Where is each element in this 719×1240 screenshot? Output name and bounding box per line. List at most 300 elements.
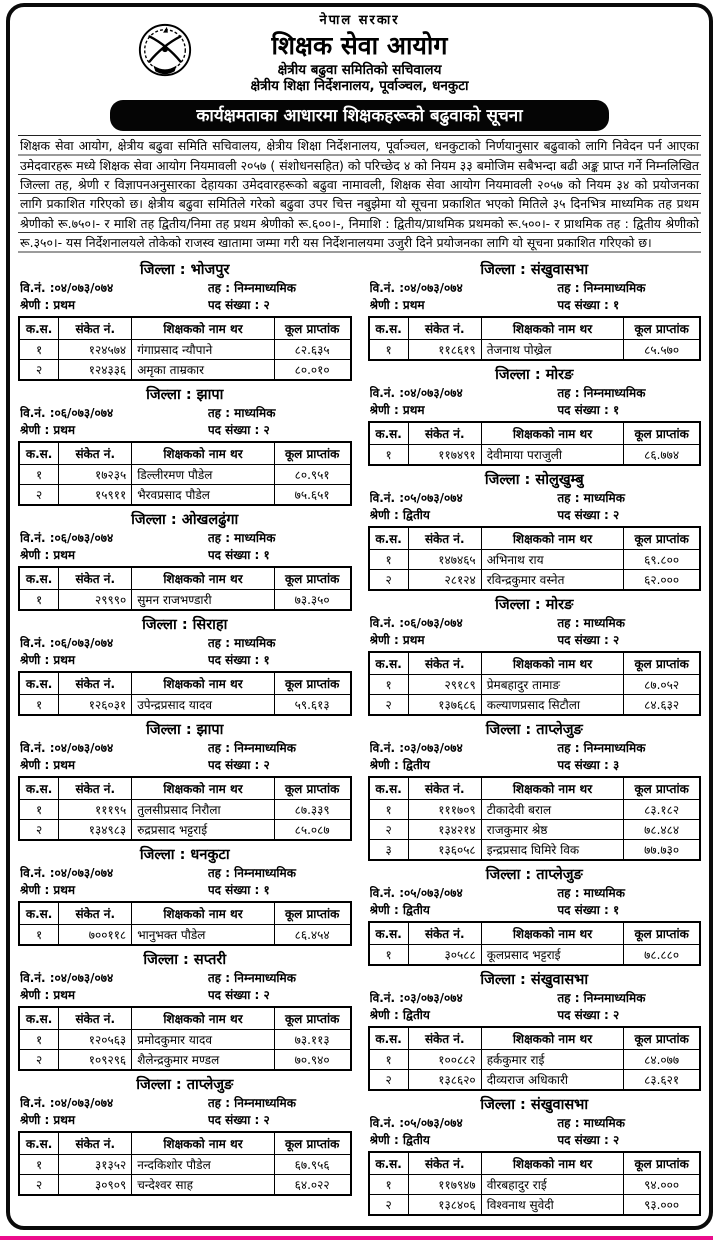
- column-header: संकेत नं.: [408, 652, 481, 675]
- district-section: [18, 259, 352, 381]
- column-header: कूल प्राप्तांक: [624, 922, 700, 945]
- code-number: १२६०३१: [59, 694, 132, 715]
- grade-value: श्रेणी : प्रथम: [20, 1112, 76, 1127]
- promotion-table: [368, 1026, 702, 1091]
- column-header: शिक्षकको नाम थर: [481, 422, 624, 445]
- total-score: ८३.१८२: [624, 799, 700, 819]
- promotion-table-head: [19, 317, 351, 340]
- promotion-table-body: [369, 674, 701, 715]
- column-header: शिक्षकको नाम थर: [132, 777, 275, 800]
- district-heading: जिल्ला : सिराहा: [142, 616, 228, 633]
- serial-number: १: [19, 694, 59, 715]
- teacher-name: गंगाप्रसाद न्यौपाने: [132, 339, 275, 359]
- column-header: कूल प्राप्तांक: [274, 317, 350, 340]
- total-score: ८४.६३२: [624, 694, 700, 715]
- column-header: शिक्षकको नाम थर: [481, 527, 624, 550]
- serial-number: २: [369, 1194, 409, 1215]
- notice-document: [6, 3, 713, 1230]
- level-value: तह : माध्यमिक: [207, 530, 276, 545]
- header-row: [369, 317, 701, 340]
- section-meta: [18, 1095, 352, 1129]
- advert-number: वि.नं. :०४/०७३/०७४: [20, 740, 114, 755]
- district-heading: जिल्ला : झापा: [146, 721, 224, 738]
- column-header: क.स.: [369, 1152, 409, 1175]
- document-header: [18, 13, 701, 95]
- header-row: [19, 902, 351, 925]
- district-section: [18, 844, 352, 946]
- promotion-table: [368, 316, 702, 361]
- table-row: [19, 589, 351, 610]
- district-heading: जिल्ला : सोलुखुम्बु: [484, 471, 584, 488]
- promotion-table: [18, 776, 352, 841]
- teacher-name: तुलसीप्रसाद निरौला: [132, 799, 275, 819]
- column-header: क.स.: [19, 902, 59, 925]
- promotion-table-head: [19, 672, 351, 695]
- serial-number: १: [369, 944, 409, 965]
- code-number: ३०५८८: [408, 944, 481, 965]
- advert-number: वि.नं. :०६/०७३/०७४: [20, 405, 114, 420]
- advert-number: वि.नं. :०४/०७३/०७४: [20, 865, 114, 880]
- code-number: १३८४०६: [408, 1194, 481, 1215]
- positions-value: पद संख्या : २: [207, 987, 270, 1002]
- column-header: कूल प्राप्तांक: [274, 902, 350, 925]
- total-score: ८६.४५४: [274, 924, 350, 945]
- section-meta: [368, 885, 702, 919]
- district-heading: जिल्ला : झापा: [146, 386, 224, 403]
- total-score: ८०.९५१: [274, 464, 350, 484]
- advert-number: वि.नं. :०४/०७३/०७४: [20, 1095, 114, 1110]
- district-section: [18, 384, 352, 506]
- promotion-table: [18, 441, 352, 506]
- promotion-table-body: [369, 339, 701, 360]
- total-score: ९३.०००: [624, 1194, 700, 1215]
- positions-value: पद संख्या : २: [557, 632, 620, 647]
- promotion-table: [368, 776, 702, 861]
- column-header: संकेत नं.: [408, 317, 481, 340]
- serial-number: २: [369, 569, 409, 590]
- column-header: कूल प्राप्तांक: [624, 317, 700, 340]
- promotion-table-body: [369, 549, 701, 590]
- advert-number: वि.नं. :०४/०७३/०७४: [20, 970, 114, 985]
- serial-number: १: [19, 799, 59, 819]
- district-section: [18, 1074, 352, 1196]
- level-value: तह : माध्यमिक: [207, 635, 276, 650]
- column-header: शिक्षकको नाम थर: [132, 567, 275, 590]
- positions-value: पद संख्या : १: [557, 402, 620, 417]
- table-row: [369, 839, 701, 860]
- column-header: संकेत नं.: [59, 777, 132, 800]
- teacher-name: वीरबहादुर राई: [481, 1174, 624, 1194]
- code-number: ३१३५२: [59, 1154, 132, 1174]
- header-row: [19, 672, 351, 695]
- section-meta: [368, 490, 702, 524]
- positions-value: पद संख्या : २: [557, 1007, 620, 1022]
- column-header: शिक्षकको नाम थर: [132, 1007, 275, 1030]
- table-row: [369, 1194, 701, 1215]
- promotion-table-body: [19, 1154, 351, 1195]
- section-meta: [18, 530, 352, 564]
- column-header: क.स.: [369, 777, 409, 800]
- teacher-name: भानुभक्त पौडेल: [132, 924, 275, 945]
- serial-number: १: [369, 549, 409, 569]
- column-header: शिक्षकको नाम थर: [132, 1132, 275, 1155]
- table-row: [369, 944, 701, 965]
- district-section: [368, 1094, 702, 1216]
- promotion-table-body: [19, 924, 351, 945]
- promotion-table-head: [19, 1007, 351, 1030]
- column-header: शिक्षकको नाम थर: [132, 317, 275, 340]
- grade-value: श्रेणी : प्रथम: [20, 422, 76, 437]
- code-number: १३६०५८: [408, 839, 481, 860]
- advert-number: वि.नं. :०४/०७३/०७४: [20, 280, 114, 295]
- teacher-name: देवीमाया पराजुली: [481, 444, 624, 465]
- column-header: कूल प्राप्तांक: [624, 1152, 700, 1175]
- column-header: संकेत नं.: [408, 777, 481, 800]
- column-header: क.स.: [369, 317, 409, 340]
- positions-value: पद संख्या : १: [207, 547, 270, 562]
- teacher-name: प्रेमबहादुर तामाङ: [481, 674, 624, 694]
- header-row: [19, 317, 351, 340]
- section-meta: [368, 280, 702, 314]
- level-value: तह : माध्यमिक: [557, 615, 625, 630]
- table-row: [19, 924, 351, 945]
- positions-value: पद संख्या : २: [207, 757, 270, 772]
- promotion-table-head: [369, 422, 701, 445]
- district-section: [18, 509, 352, 611]
- code-number: १२४३३६: [59, 359, 132, 380]
- promotion-table-body: [19, 589, 351, 610]
- positions-value: पद संख्या : १: [207, 882, 270, 897]
- column-header: शिक्षकको नाम थर: [132, 902, 275, 925]
- code-number: १४७४६५: [408, 549, 481, 569]
- column-header: संकेत नं.: [408, 527, 481, 550]
- serial-number: १: [369, 339, 409, 360]
- header-row: [19, 777, 351, 800]
- teacher-name: डिल्लीरमण पौडेल: [132, 464, 275, 484]
- serial-number: ३: [369, 839, 409, 860]
- promotion-table-body: [369, 944, 701, 965]
- advert-number: वि.नं. :०५/०७३/०७४: [369, 1115, 463, 1130]
- table-row: [369, 819, 701, 839]
- column-header: शिक्षकको नाम थर: [481, 317, 624, 340]
- district-heading: जिल्ला : संखुवासभा: [480, 261, 589, 278]
- header-row: [19, 567, 351, 590]
- table-row: [19, 1174, 351, 1195]
- promotion-table-body: [369, 1174, 701, 1215]
- serial-number: २: [19, 484, 59, 505]
- grade-value: श्रेणी : प्रथम: [20, 987, 76, 1002]
- column-header: संकेत नं.: [408, 922, 481, 945]
- column-header: शिक्षकको नाम थर: [481, 1027, 624, 1050]
- promotion-table: [368, 651, 702, 716]
- promotion-table: [368, 921, 702, 966]
- column-left: [18, 256, 352, 1218]
- nepal-government-emblem-icon: [136, 19, 194, 81]
- header-row: [369, 777, 701, 800]
- grade-value: श्रेणी : द्वितीय: [369, 1007, 430, 1022]
- code-number: १७२३५: [59, 464, 132, 484]
- column-header: संकेत नं.: [408, 422, 481, 445]
- promotion-table: [368, 1151, 702, 1216]
- government-line: नेपाल सरकार: [319, 13, 400, 28]
- promotion-table-head: [369, 652, 701, 675]
- code-number: १११७०९: [408, 799, 481, 819]
- promotion-table-body: [19, 1029, 351, 1070]
- total-score: ८६.७७४: [624, 444, 700, 465]
- section-meta: [18, 405, 352, 439]
- table-row: [369, 339, 701, 360]
- total-score: ८४.०७७: [624, 1049, 700, 1069]
- column-header: शिक्षकको नाम थर: [481, 777, 624, 800]
- column-header: क.स.: [19, 317, 59, 340]
- column-header: कूल प्राप्तांक: [274, 442, 350, 465]
- promotion-table-head: [369, 317, 701, 340]
- header-row: [369, 922, 701, 945]
- code-number: ३०९०९: [59, 1174, 132, 1195]
- teacher-name: सुमन राजभण्डारी: [132, 589, 275, 610]
- district-heading: जिल्ला : ओखलढुंगा: [131, 511, 239, 528]
- level-value: तह : माध्यमिक: [557, 885, 625, 900]
- table-row: [19, 1049, 351, 1070]
- section-meta: [368, 1115, 702, 1149]
- notice-title-banner: कार्यक्षमताका आधारमा शिक्षकहरूको बढुवाको सूचना: [110, 100, 609, 131]
- teacher-name: चन्देश्वर साह: [132, 1174, 275, 1195]
- total-score: ८७.०५२: [624, 674, 700, 694]
- level-value: तह : निम्नमाध्यमिक: [557, 990, 646, 1005]
- level-value: तह : निम्नमाध्यमिक: [207, 1095, 296, 1110]
- promotion-table-head: [369, 922, 701, 945]
- promotion-table: [18, 316, 352, 381]
- district-heading: जिल्ला : ताप्लेजुङ: [136, 1076, 234, 1093]
- promotion-table-body: [19, 339, 351, 380]
- district-heading: जिल्ला : ताप्लेजुङ: [485, 866, 583, 883]
- district-section: [368, 719, 702, 861]
- teacher-name: भैरवप्रसाद पौडेल: [132, 484, 275, 505]
- grade-value: श्रेणी : प्रथम: [369, 402, 425, 417]
- promotion-table-head: [369, 777, 701, 800]
- promotion-table-body: [19, 464, 351, 505]
- column-header: कूल प्राप्तांक: [624, 1027, 700, 1050]
- positions-value: पद संख्या : ३: [557, 757, 620, 772]
- section-meta: [368, 740, 702, 774]
- code-number: १२०५६३: [59, 1029, 132, 1049]
- total-score: ७३.३५०: [274, 589, 350, 610]
- teacher-name: दीव्यराज अधिकारी: [481, 1069, 624, 1090]
- serial-number: २: [19, 1174, 59, 1195]
- total-score: ७३.११३: [274, 1029, 350, 1049]
- table-row: [369, 799, 701, 819]
- promotion-table: [18, 671, 352, 716]
- positions-value: पद संख्या : २: [207, 1112, 270, 1127]
- code-number: १५९११: [59, 484, 132, 505]
- column-header: क.स.: [19, 567, 59, 590]
- teacher-name: कूलप्रसाद भट्टराई: [481, 944, 624, 965]
- header-row: [369, 652, 701, 675]
- district-section: [368, 594, 702, 716]
- total-score: ६७.९५६: [274, 1154, 350, 1174]
- total-score: ५९.६१३: [274, 694, 350, 715]
- column-header: क.स.: [19, 1007, 59, 1030]
- level-value: तह : निम्नमाध्यमिक: [207, 740, 296, 755]
- teacher-name: तेजनाथ पोख्रेल: [481, 339, 624, 360]
- promotion-table-head: [19, 442, 351, 465]
- column-header: संकेत नं.: [59, 1132, 132, 1155]
- grade-value: श्रेणी : प्रथम: [369, 632, 425, 647]
- positions-value: पद संख्या : १: [557, 902, 620, 917]
- district-section: [18, 719, 352, 841]
- column-header: कूल प्राप्तांक: [624, 652, 700, 675]
- code-number: ११८६१९: [408, 339, 481, 360]
- header-row: [19, 1132, 351, 1155]
- column-header: क.स.: [19, 1132, 59, 1155]
- grade-value: श्रेणी : प्रथम: [20, 757, 76, 772]
- serial-number: १: [369, 799, 409, 819]
- advert-number: वि.नं. :०६/०७३/०७४: [369, 615, 463, 630]
- promotion-table: [18, 901, 352, 946]
- grade-value: श्रेणी : द्वितीय: [369, 507, 430, 522]
- district-section: [18, 614, 352, 716]
- code-number: १००८८२: [408, 1049, 481, 1069]
- column-header: कूल प्राप्तांक: [274, 672, 350, 695]
- promotion-table-head: [19, 777, 351, 800]
- table-row: [19, 819, 351, 840]
- total-score: ८५.५७०: [624, 339, 700, 360]
- grade-value: श्रेणी : द्वितीय: [369, 1132, 430, 1147]
- column-header: संकेत नं.: [59, 672, 132, 695]
- teacher-name: नन्दकिशोर पौडेल: [132, 1154, 275, 1174]
- district-heading: जिल्ला : मोरङ: [495, 596, 574, 613]
- district-section: [18, 949, 352, 1071]
- header-row: [369, 422, 701, 445]
- promotion-table-head: [369, 1027, 701, 1050]
- level-value: तह : माध्यमिक: [207, 405, 276, 420]
- column-header: क.स.: [19, 777, 59, 800]
- district-heading: जिल्ला : भोजपुर: [140, 261, 230, 278]
- teacher-name: टीकादेवी बराल: [481, 799, 624, 819]
- promotion-table-head: [19, 902, 351, 925]
- promotion-table-body: [369, 1049, 701, 1090]
- column-header: शिक्षकको नाम थर: [481, 1152, 624, 1175]
- teacher-name: शैलेन्द्रकुमार मण्डल: [132, 1049, 275, 1070]
- code-number: १३७६८६: [408, 694, 481, 715]
- column-header: संकेत नं.: [59, 442, 132, 465]
- total-score: ७५.६५१: [274, 484, 350, 505]
- district-heading: जिल्ला : मोरङ: [495, 366, 574, 383]
- advert-number: वि.नं. :०४/०७३/०७४: [369, 280, 463, 295]
- column-header: कूल प्राप्तांक: [274, 1007, 350, 1030]
- grade-value: श्रेणी : प्रथम: [20, 547, 76, 562]
- grade-value: श्रेणी : प्रथम: [20, 882, 76, 897]
- advert-number: वि.नं. :०३/०७३/०७४: [369, 740, 463, 755]
- section-meta: [368, 385, 702, 419]
- serial-number: १: [19, 1029, 59, 1049]
- positions-value: पद संख्या : १: [207, 652, 270, 667]
- teacher-name: रविन्द्रकुमार वस्नेत: [481, 569, 624, 590]
- total-score: ७७.७३०: [624, 839, 700, 860]
- level-value: तह : माध्यमिक: [557, 490, 625, 505]
- promotion-table-body: [19, 799, 351, 840]
- code-number: १३८६२०: [408, 1069, 481, 1090]
- teacher-name: अमृका ताम्रकार: [132, 359, 275, 380]
- code-number: १०९२९६: [59, 1049, 132, 1070]
- column-header: क.स.: [19, 672, 59, 695]
- column-header: कूल प्राप्तांक: [274, 1132, 350, 1155]
- serial-number: १: [369, 674, 409, 694]
- table-row: [369, 694, 701, 715]
- district-heading: जिल्ला : ताप्लेजुङ: [485, 721, 583, 738]
- serial-number: २: [369, 819, 409, 839]
- total-score: ६४.०२२: [274, 1174, 350, 1195]
- code-number: १३४२१४: [408, 819, 481, 839]
- promotion-table: [18, 566, 352, 611]
- serial-number: १: [19, 1154, 59, 1174]
- code-number: २९१८९: [408, 674, 481, 694]
- column-header: क.स.: [369, 422, 409, 445]
- column-header: कूल प्राप्तांक: [624, 777, 700, 800]
- table-row: [369, 569, 701, 590]
- magenta-divider-line: [0, 1236, 713, 1240]
- promotion-table-head: [369, 527, 701, 550]
- column-header: क.स.: [369, 922, 409, 945]
- promotion-table: [18, 1131, 352, 1196]
- serial-number: १: [19, 924, 59, 945]
- teacher-name: प्रमोदकुमार यादव: [132, 1029, 275, 1049]
- header-row: [369, 1027, 701, 1050]
- promotion-table: [368, 421, 702, 466]
- section-meta: [18, 740, 352, 774]
- table-row: [19, 1154, 351, 1174]
- section-meta: [18, 280, 352, 314]
- table-row: [19, 464, 351, 484]
- column-header: संकेत नं.: [408, 1027, 481, 1050]
- level-value: तह : निम्नमाध्यमिक: [557, 740, 646, 755]
- teacher-name: हर्ककुमार राई: [481, 1049, 624, 1069]
- column-header: कूल प्राप्तांक: [624, 422, 700, 445]
- district-section: [368, 469, 702, 591]
- secretariat-line: क्षेत्रीय बढुवा समितिको सचिवालय: [277, 61, 442, 78]
- level-value: तह : माध्यमिक: [557, 1115, 625, 1130]
- level-value: तह : निम्नमाध्यमिक: [207, 865, 296, 880]
- code-number: २८१२४: [408, 569, 481, 590]
- column-header: संकेत नं.: [59, 902, 132, 925]
- table-row: [19, 1029, 351, 1049]
- total-score: ६९.८००: [624, 549, 700, 569]
- serial-number: १: [369, 444, 409, 465]
- teacher-name: विश्वनाथ सुवेदी: [481, 1194, 624, 1215]
- column-right: [368, 256, 702, 1218]
- total-score: ७०.९४०: [274, 1049, 350, 1070]
- column-header: कूल प्राप्तांक: [274, 567, 350, 590]
- column-header: संकेत नं.: [408, 1152, 481, 1175]
- total-score: ७८.४८४: [624, 819, 700, 839]
- positions-value: पद संख्या : २: [557, 1132, 620, 1147]
- table-row: [19, 694, 351, 715]
- table-row: [369, 1049, 701, 1069]
- promotion-table-body: [369, 444, 701, 465]
- teacher-name: उपेन्द्रप्रसाद यादव: [132, 694, 275, 715]
- serial-number: २: [19, 1049, 59, 1070]
- serial-number: १: [19, 339, 59, 359]
- district-heading: जिल्ला : धनकुटा: [139, 846, 230, 863]
- grade-value: श्रेणी : प्रथम: [20, 652, 76, 667]
- total-score: ८५.०८७: [274, 819, 350, 840]
- header-row: [19, 1007, 351, 1030]
- teacher-name: इन्द्रप्रसाद घिमिरे विक: [481, 839, 624, 860]
- total-score: ६२.०००: [624, 569, 700, 590]
- serial-number: २: [19, 819, 59, 840]
- promotion-table-body: [369, 799, 701, 860]
- code-number: १२४५७४: [59, 339, 132, 359]
